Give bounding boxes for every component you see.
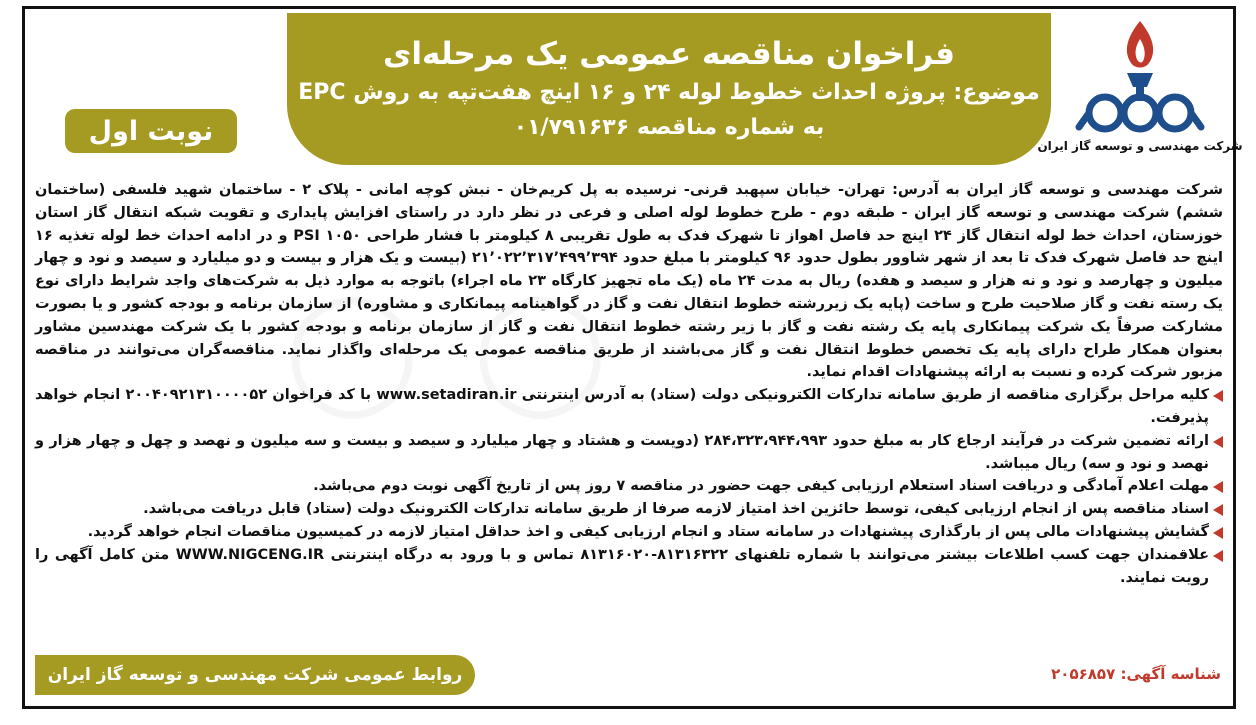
triangle-bullet-icon xyxy=(1213,550,1223,562)
triangle-bullet-icon xyxy=(1213,504,1223,516)
company-logo xyxy=(1037,17,1243,167)
list-item: مهلت اعلام آمادگی و دریافت اسناد استعلام ارزیابی کیفی جهت حضور در مناقصه ۷ روز پس از تاریخ آگهی نوبت دوم می‌باشد. xyxy=(35,475,1223,498)
list-item: گشایش پیشنهادات مالی پس از بارگذاری پیشنهادات در سامانه ستاد و انجام ارزیابی کیفی و اخذ حداقل امتیاز لازمه در کمیسیون مناقصات انجام خواهد گردید. xyxy=(35,521,1223,544)
subject-line: موضوع: پروژه احداث خطوط لوله ۲۴ و ۱۶ اینچ هفت‌تپه به روش EPC xyxy=(298,80,1040,105)
triangle-bullet-icon xyxy=(1213,481,1223,493)
list-item: علاقمندان جهت کسب اطلاعات بیشتر می‌توانند با شماره تلفنهای ۸۱۳۱۶۳۲۲-۸۱۳۱۶۰۲۰ تماس و با ورود به درگاه اینترنتی WWW.NIGCENG.IR متن کامل آگهی را رویت نمایند. xyxy=(35,544,1223,590)
ad-id: شناسه آگهی: ۲۰۵۶۸۵۷ xyxy=(1051,665,1221,683)
ad-frame xyxy=(22,6,1243,709)
triangle-bullet-icon xyxy=(1213,390,1223,402)
intro-paragraph: شرکت مهندسی و توسعه گاز ایران به آدرس: تهران- خیابان سپهبد قرنی- نرسیده به پل کریم‌خان - نبش کوچه امانی - پلاک ۲ - ساختمان شهید فلسفی (ساختمان ششم) شرکت مهندسی و توسعه گاز ایران - طبقه دوم - طرح خطوط لوله اصلی و فرعی در نظر دارد در راستای افزایش پایداری و تقویت شبکه انتقال گاز استان خوزستان، احداث خط لوله انتقال گاز ۲۴ اینچ حد فاصل اهواز تا شهرک فدک به طول تقریبی ۸ کیلومتر با فشار طراحی ۱۰۵۰ PSI و در ادامه احداث خط لوله تغذیه ۱۶ اینچ حد فاصل شهرک فدک تا بعد از شهر شاوور بطول حدود ۹۶ کیلومتر با مبلغ حدود ۲۱٬۰۲۲٬۳۱۷٬۴۹۹٬۳۹۴ (بیست و یک هزار و بیست و دو میلیارد و سیصد و نود و چهار میلیون و چهارصد و نود و نه هزار و سیصد و هفده) ریال به مدت ۲۴ ماه (یک ماه تجهیز کارگاه ۲۳ ماه اجراء) باتوجه به موارد ذیل به شرکت‌های واجد شرایط دارای نوع یک رسته نفت و گاز صلاحیت طرح و ساخت (پایه یک زیررشته خطوط انتقال نفت و گاز در گواهینامه پیمانکاری و مشاوره) از سازمان برنامه و بودجه کشور و یا بصورت مشارکت صرفاً یک شرکت پیمانکاری پایه یک رشته نفت و گاز با زیر رشته خطوط انتقال نفت و گاز از سازمان برنامه و بودجه کشور با یک شرکت مهندسین مشاور بعنوان همکار طراح دارای پایه یک تخصص خطوط انتقال نفت و گاز می‌باشند از طریق مناقصه عمومی یک مرحله‌ای واگذار نماید. مناقصه‌گران می‌توانند در مناقصه مزبور شرکت کرده و نسبت به ارائه پیشنهادات اقدام نماید. xyxy=(35,182,1224,381)
logo-caption: شرکت مهندسی و توسعه گاز ایران xyxy=(1037,139,1243,153)
nigc-flame-logo-icon xyxy=(1065,17,1215,137)
title-panel xyxy=(287,13,1051,165)
page-title: فراخوان مناقصه عمومی یک مرحله‌ای xyxy=(382,36,956,72)
triangle-bullet-icon xyxy=(1213,527,1223,539)
announcement-body xyxy=(35,179,1223,589)
list-item: کلیه مراحل برگزاری مناقصه از طریق سامانه تدارکات الکترونیکی دولت (ستاد) به آدرس اینترنتی www.setadiran.ir با کد فراخوان ۲۰۰۴۰۹۲۱۳۱۰۰۰۰۵۲ انجام خواهد پذیرفت. xyxy=(35,384,1223,430)
public-relations-bar: روابط عمومی شرکت مهندسی و توسعه گاز ایران xyxy=(35,655,475,695)
triangle-bullet-icon xyxy=(1213,436,1223,448)
turn-badge: نوبت اول xyxy=(65,109,237,153)
list-item: ارائه تضمین شرکت در فرآیند ارجاع کار به مبلغ حدود ۲۸۴،۳۲۳،۹۴۴،۹۹۳ (دویست و هشتاد و چهار میلیارد و سیصد و بیست و سه میلیون و نهصد و چهل و چهار هزار و نهصد و نود و سه) ریال میباشد. xyxy=(35,430,1223,476)
tender-number: به شماره مناقصه ۰۱/۷۹۱۶۳۶ xyxy=(513,115,825,140)
list-item: اسناد مناقصه پس از انجام ارزیابی کیفی، توسط حائزین اخذ امتیاز لازمه صرفا از طریق سامانه تدارکات الکترونیک دولت (ستاد) قابل دریافت می‌باشد. xyxy=(35,498,1223,521)
